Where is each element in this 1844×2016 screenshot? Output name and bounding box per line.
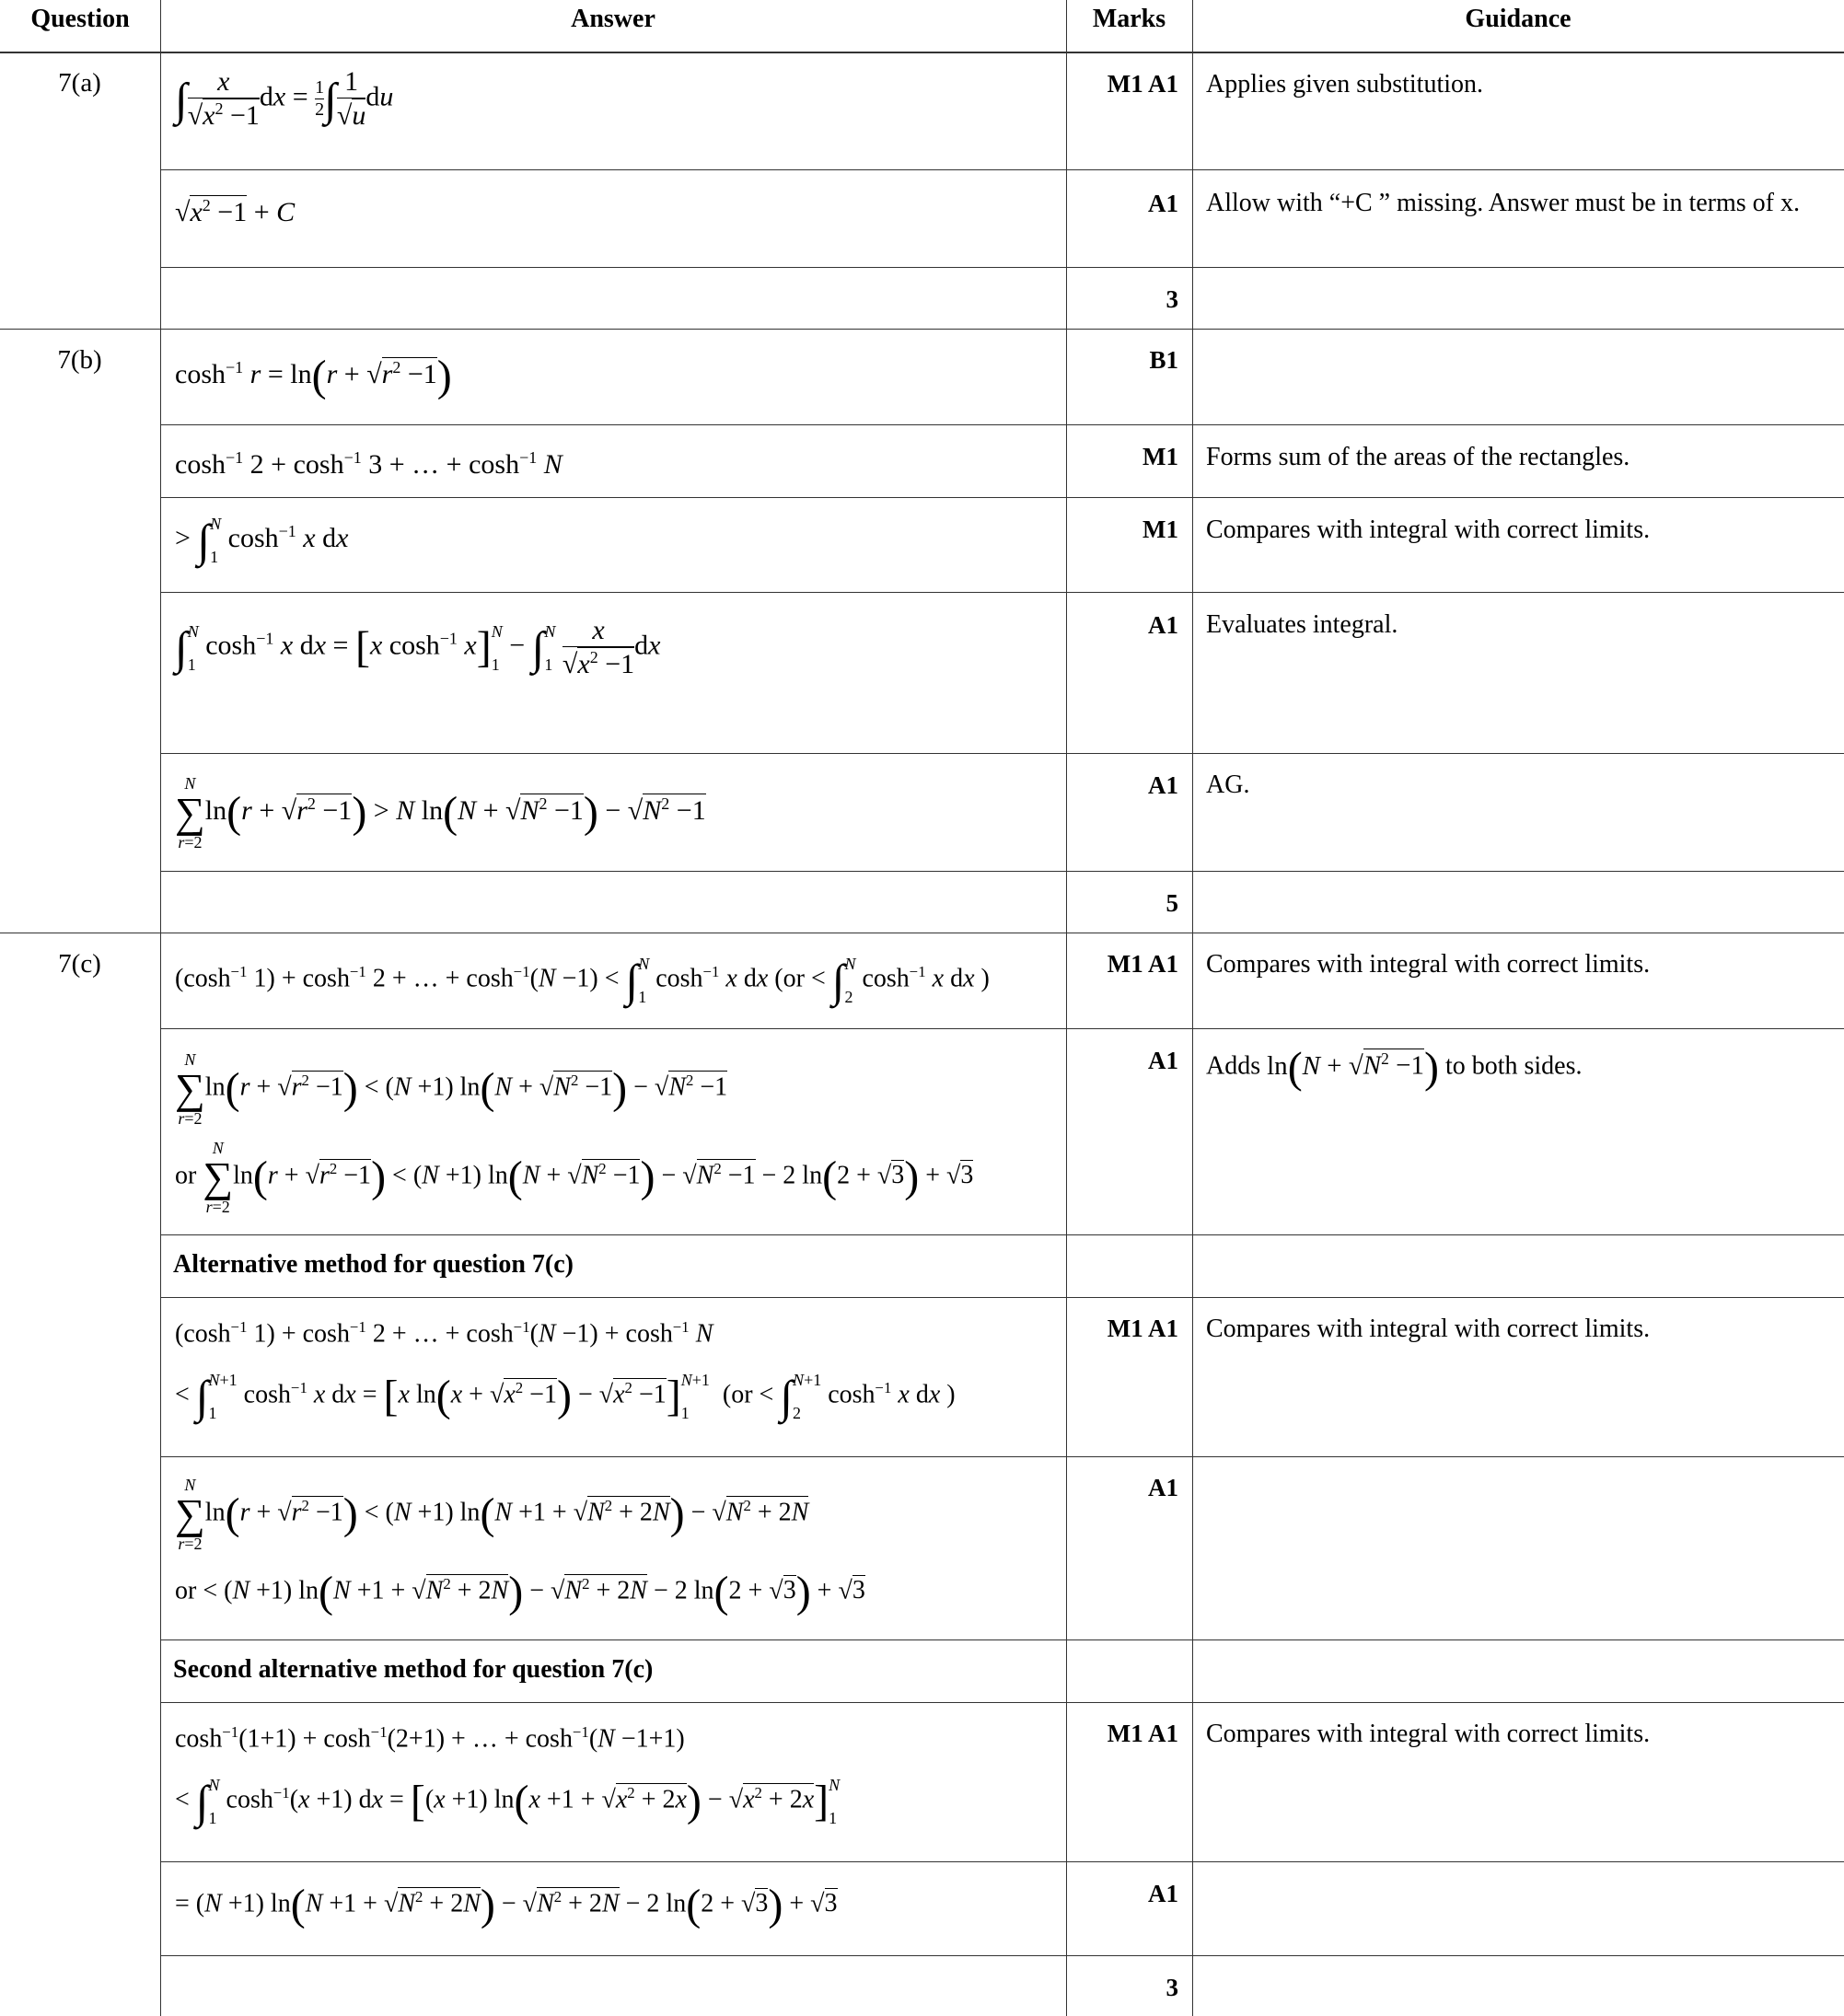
- alt-method-title-1: Alternative method for question 7(c): [173, 1250, 574, 1279]
- alt-method-title-2: Second alternative method for question 7(c): [173, 1655, 654, 1684]
- question-label-7b: 7(b): [57, 345, 102, 375]
- rule: [160, 753, 1844, 754]
- header-marks: Marks: [1092, 5, 1166, 33]
- header-guidance: Guidance: [1465, 5, 1571, 33]
- guidance-7b-2: Forms sum of the areas of the rectangles.: [1206, 443, 1630, 471]
- rule: [0, 52, 1844, 53]
- answer-7c-2b: or N ∑ r=2 $\ln(r + √r^2 -1) < (N +1)$ $\ln(N + √N^2 -1) - √N^2 -1 - 2$ ln(2 + √3) + √3: [175, 1139, 974, 1216]
- rule: [160, 1456, 1844, 1457]
- marks-7b-5: A1: [1148, 771, 1178, 799]
- guidance-7a-1: Applies given substitution.: [1206, 70, 1483, 98]
- header-question: Question: [30, 5, 130, 33]
- guidance-7a-2: Allow with “+C ” missing. Answer must be in terms of x.: [1206, 189, 1800, 217]
- rule: [160, 1234, 1844, 1235]
- answer-7b-1: $\cosh^{-1} r = \ln(r + √r^2 -1)$: [175, 352, 452, 400]
- rule: [160, 1028, 1844, 1029]
- marks-7b-4: A1: [1148, 611, 1178, 639]
- marks-7a-2: A1: [1148, 190, 1178, 217]
- marks-7c-2: A1: [1148, 1047, 1178, 1074]
- guidance-7b-5: AG.: [1206, 770, 1250, 799]
- rule: [160, 871, 1844, 872]
- guidance-7c-5: Compares with integral with correct limits.: [1206, 1720, 1651, 1748]
- answer-7c-4a: N ∑ r=2 $\ln(r + √r^2 -1) < (N +1)$ $\ln(N +1 + √N^2 + 2N) - √N^2 + 2N$: [175, 1476, 809, 1553]
- marks-7c-4: A1: [1148, 1474, 1178, 1501]
- rule: [160, 1861, 1844, 1862]
- marks-7b-2: M1: [1142, 443, 1178, 470]
- guidance-7c-2: Adds $\ln(N + √N^2 -1)$ to both sides.: [1206, 1043, 1583, 1092]
- answer-7b-4: ∫ N 1 $\cosh^{-1} x$ dx = [x $\cosh^{-1} x$] N 1 − ∫ N 1 $\frac{x}{√x^2 -1}$ dx: [175, 615, 661, 679]
- col-divider: [1066, 0, 1067, 2016]
- question-label-7a: 7(a): [58, 68, 101, 98]
- answer-7c-1: ($\cosh^{-1}$ $1) + \cosh^{-1} 2$ + … + $\cosh^{-1}(N -1)$ < ∫ N 1 $\cosh^{-1} x$ dx (or < ∫ N 2 $\cosh^{-1} x$ dx ): [175, 955, 990, 1006]
- answer-7c-5b: < ∫ N 1 $\cosh^{-1}(x +1)$ dx = [(x +1) $\ln(x +1 + √x^2 + 2x) - √x^2 + 2x$] N 1: [175, 1776, 841, 1827]
- marks-7c-1: M1 A1: [1107, 950, 1178, 978]
- answer-7b-5: N ∑ r=2 $\ln(r + √r^2 -1) > N$ $\ln(N + √N^2 -1) - √N^2 -1$: [175, 774, 706, 852]
- answer-7c-6: = (N +1) $\ln(N +1 + √N^2 + 2N) - √N^2 + 2N - 2$ ln(2 + √3) + √3: [175, 1881, 838, 1929]
- answer-7a-2: $√x^2 -1 + C$: [175, 196, 296, 227]
- marks-7c-6: A1: [1148, 1880, 1178, 1907]
- rule-section: [0, 329, 1844, 330]
- answer-7b-2: $\cosh^{-1} 2 + \cosh^{-1} 3$ + … + $\cosh^{-1} N$: [175, 448, 562, 480]
- marks-7c-5: M1 A1: [1107, 1720, 1178, 1747]
- guidance-7c-1: Compares with integral with correct limits.: [1206, 950, 1651, 979]
- guidance-7b-3: Compares with integral with correct limits.: [1206, 516, 1651, 544]
- rule: [160, 1639, 1844, 1640]
- answer-7a-1: ∫ $\frac{x}{√x^2 -1}$ dx = $\frac{1}{2}$ ∫ $\frac{1}{√u}$ du: [175, 66, 394, 131]
- rule: [160, 169, 1844, 170]
- answer-7c-2a: N ∑ r=2 $\ln(r + √r^2 -1) < (N +1)$ $\ln(N + √N^2 -1) - √N^2 -1$: [175, 1050, 728, 1128]
- rule: [160, 424, 1844, 425]
- marks-7a-1: M1 A1: [1107, 70, 1178, 98]
- answer-7c-5a: $\cosh^{-1}(1+1) + \cosh^{-1}(2+1)$ + … + $\cosh^{-1}(N -1+1)$: [175, 1723, 685, 1754]
- rule: [160, 592, 1844, 593]
- answer-7c-3a: ($\cosh^{-1}$ $1) + \cosh^{-1} 2$ + … + $\cosh^{-1}(N -1) + \cosh^{-1} N$: [175, 1318, 713, 1349]
- answer-7b-3: > ∫ N 1 $\cosh^{-1} x$ dx: [175, 515, 349, 566]
- marks-7a-total: 3: [1166, 285, 1178, 313]
- marks-7b-1: B1: [1149, 346, 1178, 374]
- guidance-7c-3: Compares with integral with correct limits.: [1206, 1315, 1651, 1343]
- answer-7c-3b: < ∫ N+1 1 $\cosh^{-1} x$ dx = [x $\ln(x + √x^2 -1) - √x^2 -1$] N+1 1 (or < ∫ N+1 2 $\cosh^{-1} x$ dx ): [175, 1371, 956, 1422]
- rule: [160, 497, 1844, 498]
- question-label-7c: 7(c): [58, 949, 101, 979]
- rule: [160, 1955, 1844, 1956]
- marks-7b-total: 5: [1166, 889, 1178, 917]
- rule: [160, 267, 1844, 268]
- marks-7c-3: M1 A1: [1107, 1315, 1178, 1342]
- rule: [160, 1297, 1844, 1298]
- guidance-7b-4: Evaluates integral.: [1206, 610, 1398, 639]
- guidance-7c-2-suffix: to both sides.: [1444, 1051, 1583, 1081]
- col-divider: [160, 0, 161, 2016]
- col-divider: [1192, 0, 1193, 2016]
- guidance-7c-2-prefix: Adds: [1206, 1051, 1261, 1081]
- marks-7c-total: 3: [1166, 1974, 1178, 2001]
- header-answer: Answer: [571, 5, 655, 33]
- answer-7c-4b: or < (N +1) $\ln(N +1 + √N^2 + 2N) - √N^2 + 2N - 2$ ln(2 + √3) + √3: [175, 1568, 865, 1616]
- rule: [160, 1702, 1844, 1703]
- marks-7b-3: M1: [1142, 516, 1178, 543]
